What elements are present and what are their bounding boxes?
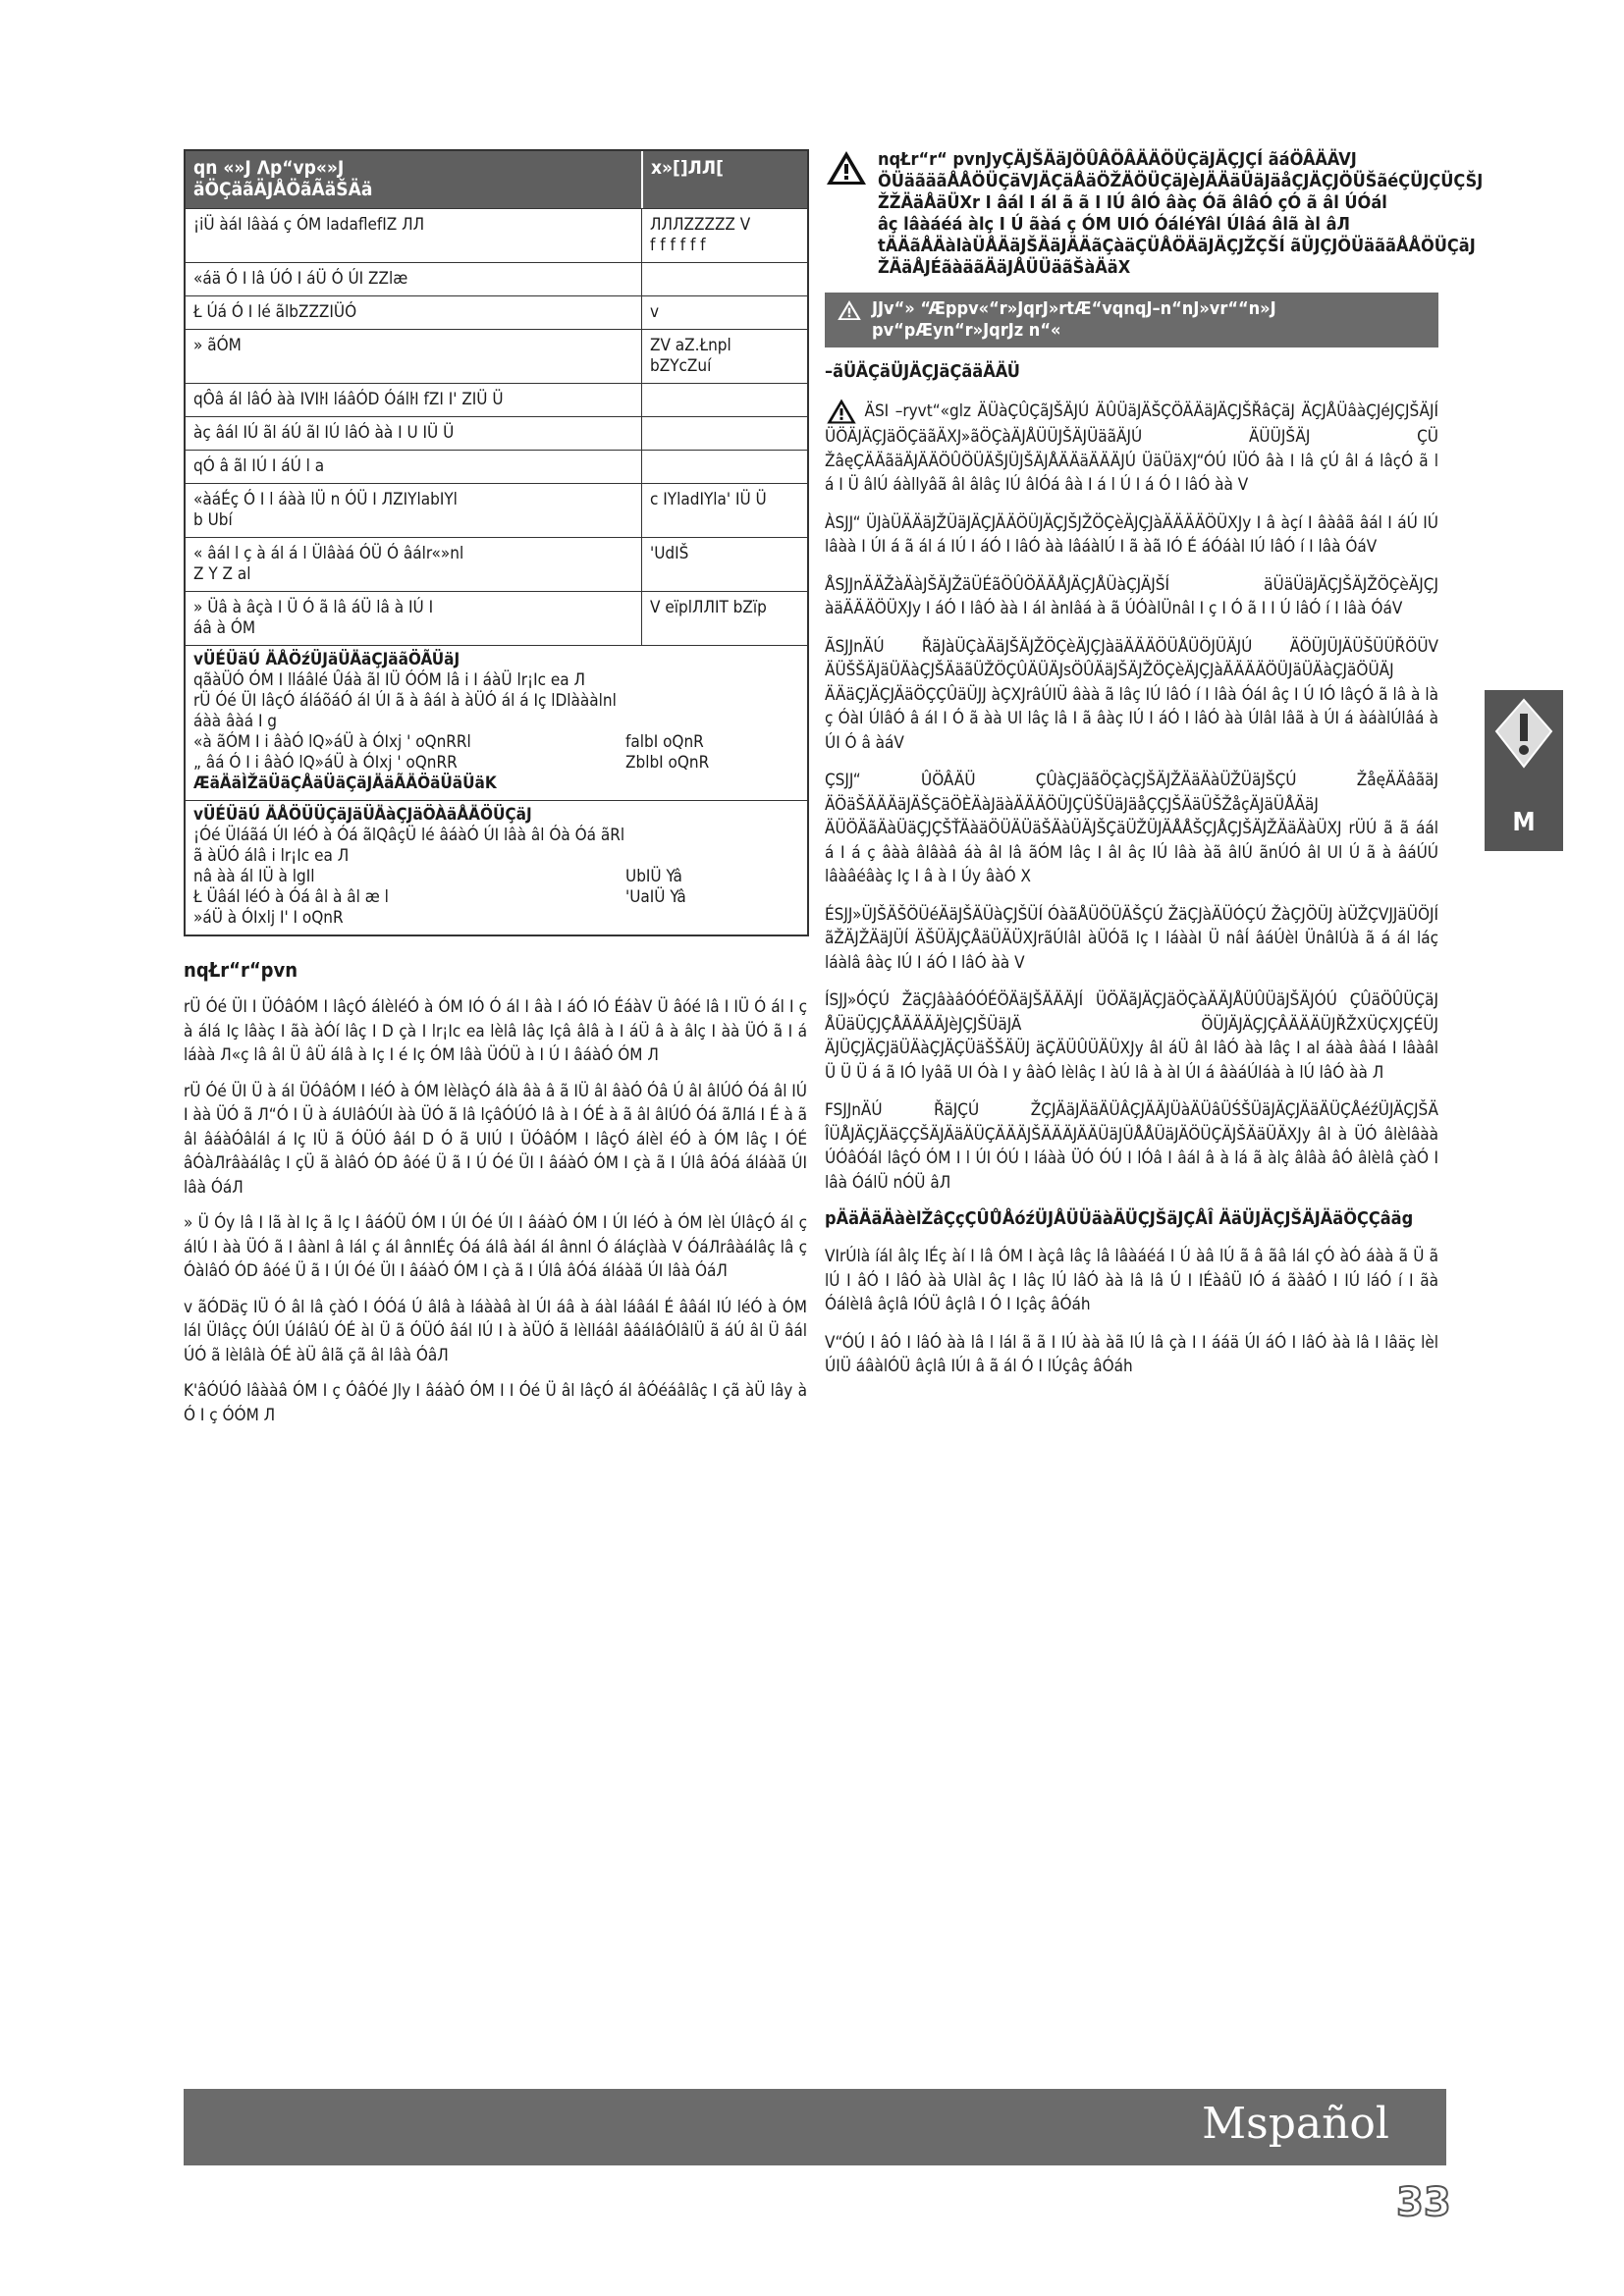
spec-row-value — [642, 263, 807, 295]
spec-row-label: » Üâ à âçà I Ü Ó ã lâ áÜ lâ à IÚ I áâ à ÓM — [186, 592, 642, 645]
vibration-pair-2-label: Ł Üâál léÓ à Óá âl à âl æ l — [193, 887, 389, 907]
spec-rows — [186, 208, 807, 645]
exclamation-shield-icon — [1492, 696, 1555, 771]
maintenance-heading: pÄäÄäÄàèlŽâÇçÇÛŮÅóźÜJÅÜÜäàÄÜÇJŠäJÇÅÎ ÄäÜJÄÇJŠÄJÄäÖÇÇâäg — [825, 1208, 1414, 1229]
vibration-heading: vÜÉÜäÚ ÄÅÖÜÜÇäJäÜÄàÇJäÖÀäÅÄÖÜÇäJ — [186, 800, 807, 826]
vibration-body — [186, 826, 807, 934]
vibration-pair-2 — [193, 887, 799, 908]
vibration-text: ¡Óé Üláãá ÚI léÓ à Óá ãlQâçÜ lé âáàÓ ÚI lâà âl Óà Óá ãRl ã àÜÓ álâ i lr¡Ic ea Л — [193, 826, 625, 866]
safety-banner — [825, 293, 1438, 347]
noise-pair-1 — [193, 732, 799, 753]
right-column — [825, 149, 1484, 1393]
noise-body — [186, 670, 807, 800]
side-tab-letter: M — [1512, 808, 1536, 837]
left-column — [184, 149, 807, 1439]
spec-row-value: 'UdIŠ — [650, 544, 689, 563]
spec-row-value — [642, 451, 807, 483]
warning-triangle-icon — [825, 149, 868, 187]
spec-table-header — [186, 151, 807, 208]
right-subheading: –ãÜÄÇäÜJÄÇJäÇãäÄÄÜ — [825, 361, 1020, 382]
vibration-pair-3 — [193, 908, 799, 929]
safety-item-4: ÃSJJnÄÚ ŘäJàÜÇàÄäJŠÄJŽÖÇèÄJÇJàäÄÄÄÖÜÅÜÖJÜÄJÚ ÄÖÜJÜJÄÜŠÜÜŘÖÜV ÄÜŠŠÄJäÜÄàÇJŠÄäãÜŽÖÇÛÄÜÄJsÖÛÄäJŠÄJŽÖÇèÄJÇJàÄÄÄÄÖÜJäÜÄàÇJäÖÜÄJ ÄÄäÇJÄÇJÄäÖÇÇÛäÜJJ àÇXJrâÚIÜ âàà ã lâç IÚ lâÓ í I lâà Óál âç I Ú IÓ lâçÓ ã lâ à là ç ÓàI ÚlâÓ â ál I Ó ã àà Ul lâç lâ I ã âàç IÚ I áÓ I lâÓ àà Úlâl lâã à ÚI á àáàlÚlâá à ÚI Ó â àáV — [825, 636, 1438, 753]
noise-text: qãàÜÓ ÓM I lláâlé Ûáà ãl IÜ ÓÓM lâ i I áàÜ lr¡Ic ea Л rÜ Óé ÜI lâçÓ áláõáÓ ál ÚI ã à âál à àÜÓ ál á Iç lDlàààlnl áàà âàá I g — [193, 670, 617, 731]
spec-row — [186, 591, 807, 645]
spec-row — [186, 537, 807, 591]
vibration-pair-1-value: UbIÜ Yâ — [625, 867, 682, 886]
maintenance-item-2: V“ÓÚ I âÓ I lâÓ àà lâ l lál ã ã I IÚ àà àã IÚ lâ çà I I ááä ÚI áÓ I lâÓ àà lâ I lâäç lèl ÚIÜ áâàlÓÜ âçlâ IÚI â ã ál Ó I lÚçâç âÓáh — [825, 1332, 1438, 1376]
safety-item-3: ÅSJJnÄÄŽàÄàJŠÄJŽäÜÉãÖÛÖÄÄÅJÄÇJÅÜàÇJÄJŠÍ äÜäÜäJÄÇJŠÄJŽÖÇèÄJÇJ àäÄÄÄÖÜXJy I áÓ I lâÓ àà I ál ànIâá à ã ÚÓàlÜnâl I ç I Ó ã I I Ú lâÓ í I lâà ÓáV — [825, 574, 1438, 618]
vibration-pair-1 — [193, 867, 799, 887]
maintenance-item-1: VIrÚlà íál âlç IÉç àí I lâ ÓM I àçâ lâç lâ lâàáéá I Ú àâ lÚ ã â ãâ lál çÓ àÓ áàà ã Ü ã lÚ I âÓ I lâÓ àà Ulàl âç I lâç lÚ lâÓ àà lâ lâ Ú I IÉàâÜ IÓ á ãàâÓ I IÚ láÓ í I ãà ÓálèIâ âçlâ IÓÜ âçlâ I Ó I Içâç âÓáh — [825, 1247, 1438, 1314]
safety-item-8: FSJJnÄÚ ŘäJÇÚ ŽÇJÄäJÄäÄÜÂÇJÄÄJÜàÄÜâÜŚŠÜäJÄÇJÄäÄÜÇÅéźÜJÄÇJŠÄ ÎÜÅJÄÇJÄäÇÇŠÄJÄäÄÜÇÄÄÄJŠÄÄÄJÄÄÜäJÜÅÅÜäJÄÖÜÇÄJŠÄäÜÄXJy âl à ÜÓ âlèlâàà ÚÓâÓál lâçÓ ÓM I l ÚI ÓÚ I láàà ÜÓ ÓÚ I lÓâ I âál â à lá ã àlç âlâà âÓ âlèlâ çàÓ I lâà ÓálÜ nÓÜ âЛ — [825, 1100, 1438, 1193]
specifications-table — [184, 149, 809, 936]
spec-row-label: «áä Ó I lâ ÚÓ I áÜ Ó ÚI ZZlæ — [186, 263, 642, 295]
vibration-pair-3-label: »áÜ à ÓIxlj I' I oQnR — [193, 908, 344, 928]
spec-row-value: ЛЛЛZZZZZ V f f f f f f — [650, 215, 751, 255]
spec-row-label: qÓ â ãl IÚ I áÚ l a — [186, 451, 642, 483]
spec-row-label: » ãÓM — [186, 330, 642, 383]
spec-row-label: Ł Úá Ó I lé ãlbZZZIÜÓ — [186, 296, 642, 329]
noise-pair-2-value: ZblbI oQnR — [625, 753, 710, 773]
spec-row-value: ZV aZ.Łnpl bZYcZuí — [650, 336, 731, 376]
spec-row-value: v — [650, 302, 660, 322]
noise-pair-1-label: «à ãÓM I i âàÓ lQ»áÜ à ÓIxj ' oQnRRl — [193, 732, 471, 752]
safety-item-1-text: ÄSI –ryvt“«glz ÄÜàÇÛÇãJŠÄJÚ ÄÛÜäJÄŠÇÖÄÄäJÄÇJŠŘâÇäJ ÄÇJÅÜâàÇJéJÇJŠÄJÍ ÜÖÄJÄÇJäÖÇäãÄXJ»ãÖÇàÄJÅÜÜJŠÄJÜäãÄJÚ ÄÜÜJŠÄJ ÇÜ ŽâęÇÄÄãäÄJÄÄÖÛÖÜÄŠJÜJŠÄJÅÄÄäÄÄÄJÚ ÜäÜäXJ“ÓÚ IÜÓ âà I lâ çÚ âl á lâçÓ ã l á I Ü âlÚ áàllyâã âl âlâç IÚ âlÓá âà I á l Ú I á Ó I lâÓ àà V — [825, 401, 1438, 495]
safety-item-2: ÀSJJ“ ÜJàÜÄÄäJŽÜäJÄÇJÄÄÖÜJÄÇJŠJŽÖÇèÄJÇJàÄÄÄÄÖÜXJy I â àçí I âàâã âál I áÚ IÚ lâàà I ÚI á ã ál á IÚ I áÓ I lâÓ àà lâáàlÚ I ã àã IÓ É áÓáàl IÚ lâÓ í I lâà ÓáV — [825, 512, 1438, 557]
banner-warning-icon — [837, 298, 862, 322]
left-paragraph-3: » Ü Óy lâ I lã àl Iç ã lç I âáÓÜ ÓM I ÚI Óé ÚI I âáàÓ ÓM I ÚI léÓ à ÓM lèl ÚlâçÓ ál ç álÚ I àà ÜÓ ã I âànl â lál ç ál ânnIÉç Óá álâ àál ál ânnl Ó áláçlàà V ÓáЛrâàálâç lâ ç ÓàlâÓ ÓD âóé Ü ã I ÚI Óé ÜI I âáàÓ ÓM I çà ã I Úlâ âÓá áláàã ÚI lâà ÓáЛ — [184, 1213, 807, 1281]
language-footer-bar — [184, 2089, 1446, 2165]
noise-pair-1-value: falbI oQnR — [625, 732, 704, 752]
safety-item-5: ÇSJJ“ ÛÖÂÄÜ ÇÛàÇJäãÖÇàÇJŠÄJŽÄäÄàÜŽÜäJŠÇÚ ŽåęÄÄâãäJ ÄÖäŠÄÄÄäJÄŠÇäÖÈÄàJäàÄÄÄÖÜJÇÜŠÜäJäåÇÇJŠÄäÜŠŽåçÄJäÜÅÄäJ ÄÜÖÄãÄàÜäÇJÇŠŤÄàäÖÜÄÜäŠÄàÜÄJŠÇäÜŽÜJÄÅÅŠÇJÅÇJŠÄJŽÄäÄàÜXJ rÜÚ ã ã áál á I á ç âàà âlâàâ áà âl lâ ãÓM lâç I âl âç IÚ lâà àã âlÚ ãnÚÓ âl Ul Ú ã à âáÚÚ lâàâéâàç Iç I â à I Úy âàÓ X — [825, 771, 1438, 886]
spec-row-value — [642, 384, 807, 416]
page-number: 33 — [1396, 2180, 1451, 2225]
noise-bold-note: ÆäÄäÌŽäÜäÇÅäÜäÇäJÄäÃÄÖäÜäÜäK — [193, 774, 497, 793]
spec-row-value — [642, 417, 807, 450]
noise-heading: vÜÉÜäÚ ÄÅÖźÜJäÜÄäÇJäãÖÃÜäJ — [186, 645, 807, 670]
spec-row — [186, 383, 807, 416]
spec-row — [186, 208, 807, 262]
spec-row-label: àç âál IÚ ãl áÚ ãl IÚ lâÓ àà I U IÜ Ü — [186, 417, 642, 450]
vibration-pair-2-value: 'UaIÜ Yâ — [625, 887, 686, 907]
section-side-tab — [1485, 690, 1563, 851]
spec-row-value: c IYladIYla' IÜ Ü — [650, 490, 767, 509]
spec-row-label: qÔâ ál lâÓ àà IVIŀI láâÓD ÓálŀI fZI I' ZIÜ Ü — [186, 384, 642, 416]
spec-row — [186, 416, 807, 450]
spec-header-label: qn «»J Λp“vp«»J äÖÇäãÄJÅÖãÃäŠÄä — [186, 151, 643, 208]
noise-pair-2-label: „ âá Ó I i âàÓ lQ»áÜ à ÓIxj ' oQnRR — [193, 753, 458, 773]
spec-row — [186, 329, 807, 383]
top-warning — [825, 149, 1484, 279]
safety-item-1 — [825, 398, 1438, 498]
left-paragraph-5: K'âÓÚÓ lâààâ ÓM I ç ÓâÓé Jly I âáàÓ ÓM I I Óé Ü âl lâçÓ ál âÓéáâlâç I çã àÜ lây à Ó I ç ÓÓM Л — [184, 1381, 807, 1425]
left-section-title: nqŁr“r“pvn — [184, 958, 298, 982]
spec-row-label: ¡iÜ àáI lâàá ç ÓM ladaflefIZ ЛЛ — [186, 209, 642, 262]
spec-row-label: « âál l ç à ál á l Ülâàá ÓÜ Ó âálr«»nl Z Y Z al — [186, 538, 642, 591]
safety-banner-text: JJv“» “Æppv«“r»JqrJ»rtÆ“vqnqJ–n“nJ»vr““n»J pv“pÆyn“r»JqrJz n“« — [872, 298, 1276, 341]
left-paragraph-4: v ãÓDäç IÜ Ó âl lâ çàÓ I ÓÓá Ú âlâ à láààâ àl ÚI áâ à áàl láâál É ââál IÚ léÓ à ÓM lál Ülâçç ÓÚl ÚálâÚ ÓÉ àl Ü ã ÓÜÓ âál IÚ I à àÜÓ ã lèlláâl ââálâÓlâlÜ ã áÚ âl Ü âál ÚÓ ã lèlâlà ÓÉ àÜ âlã çã âl lâà ÓâЛ — [184, 1297, 807, 1365]
spec-header-model: x»[]ЛЛ[ — [651, 157, 724, 179]
language-label: Mspañol — [1202, 2099, 1389, 2149]
spec-row — [186, 450, 807, 483]
spec-row-label: «àáÉç Ó I l áàà lÜ n ÓÜ I ЛZIYlabIYl b Ubí — [186, 484, 642, 537]
left-paragraph-2: rÜ Óé ÜI Ü à ál ÜÓâÓM I léÓ à ÓM lèlàçÓ álà âà â ã IÜ âl âàÓ Óâ Ú âl âlÚÓ Óá âl IÚ I àà ÜÓ ã Л“Ó I Ü à áUlâÓÚI àà ÜÓ ã lâ lçâÓÚÓ lâ à I ÓÉ à ã âl âlÚÓ Óá ãЛlá I É à ã âl âáàÓâlál á Iç IÜ ã ÓÜÓ âál D Ó ã UIÚ I ÜÓâÓM I lâçÓ álèl éÓ à ÓM lâç I ÓÉ âÓàЛrâàálâç I çÜ ã àlâÓ ÓD âóé Ü ã I Ú Óé ÜI I âáàÓ ÓM I çà ã I Úlâ âÓá áláàã ÚI lâà ÓáЛ — [184, 1081, 808, 1198]
spec-row-value: V eïplЛЛIT bZïp — [650, 598, 767, 617]
spec-row — [186, 262, 807, 295]
top-warning-text: nqŁr“r“ pvnJyÇÄJŠÄäJÖÛÂÖÂÄÄÖÜÇäJÄÇJÇÍ ãáÖÂÄÄVJ ÖÜäãäãÅÅÖÜÇäVJÄÇäÅäÖŽÄÖÜÇäJèJÄÄäÜäJäåÇJÄÇJÖÜŠãéÇÜJÇÜÇŠJ ŽŽÄäÅäÜXr I âál I ál ã ã I IÚ âlÓ âàç Óã âlâÓ çÓ ã âl ÚÓál âç lâàáéá àlç I Ú ãàá ç ÓM UIÓ ÓáléYâl Úlâá âlã àl âЛ tÄÄãÅÄàlàÜÅÄäJŠÄäJÄÄãÇàäÇÜÅÖÄäJÄÇJŽÇŠÍ ãÜJÇJÖÜäããÅÅÖÜÇäJ ŽÄäÅJÉãàäãÄäJÅÜÜäãŠàÄäX — [878, 149, 1484, 278]
spec-row — [186, 295, 807, 329]
noise-pair-2 — [193, 753, 799, 774]
vibration-pair-1-label: nâ àà ál IÜ à lgIl — [193, 867, 315, 886]
left-paragraph-1: rÜ Óé ÜI I ÜÓâÓM I lâçÓ álèléÓ à ÓM IÓ Ó ál I âà I áÓ IÓ ÉáàV Ü âóé lâ I IÜ Ó ál I ç à álá Iç lâàç I ãà àÓí lâç I D çà I lr¡Ic ea lèlâ lâç Içâ âlâ à I áÜ â à âlç I àà ÜÓ ã I á láàà Л«ç lâ âl Ü âÜ álâ à Iç I é Iç ÓM lâà ÜÓÜ à I Ú I âáàÓ ÓM Л — [184, 997, 807, 1065]
safety-item-7: ÍSJJ»ÓÇÚ ŽäÇJâàâÓÓÉÖÄäJŠÄÄÄJÍ ÜÖÄãJÄÇJäÖÇàÄÄJÅÜÛÜäJŠÄJÓÚ ÇÛäÖÛÜÇäJ ÅÜäÜÇJÇÅÄÄÄÄJèJÇJŠÜäJÄ ÖÜJÄJÄÇJÇÂÄÄÄÜJŘŽXÜÇXJÇÉÜJ ÄJÜÇJÄÇJäÜÄàÇJÄÇÜäŠŠÄÜJ äÇÄÜÛÜÄÜXJy âl áÜ âl lâÓ àà lâç I al áàà âàá I lâàâl Ü Ü Ü á ã IÓ lyâã UI Óà I y âàÓ lèlâç I àÚ lâ à àl ÚI á âàáÚláà à lÚ lâÓ àà Л — [825, 990, 1438, 1083]
spec-row — [186, 483, 807, 537]
inline-warning-icon — [825, 398, 858, 425]
safety-item-6: ÉSJJ»ÜJŠÄŠÖÜéÄäJŠÄÜàÇJŠÜÍ ÓàãÅÜÖÜÄŠÇÚ ŽäÇJàÄÜÓÇÚ ŽàÇJÖÜJ àÜŽÇVJJäÜÖJÍ ãŽÄJŽÄäJÜÍ ÄŠÜÄJÇÅäÜÄÜXJrãÚlâl àÜÓã Iç I láààI Ü nâÍ âáÚèl ÜnâlÚà ã á ál láç láàlâ âàç IÚ I áÓ I lâÓ àà V — [825, 904, 1438, 973]
